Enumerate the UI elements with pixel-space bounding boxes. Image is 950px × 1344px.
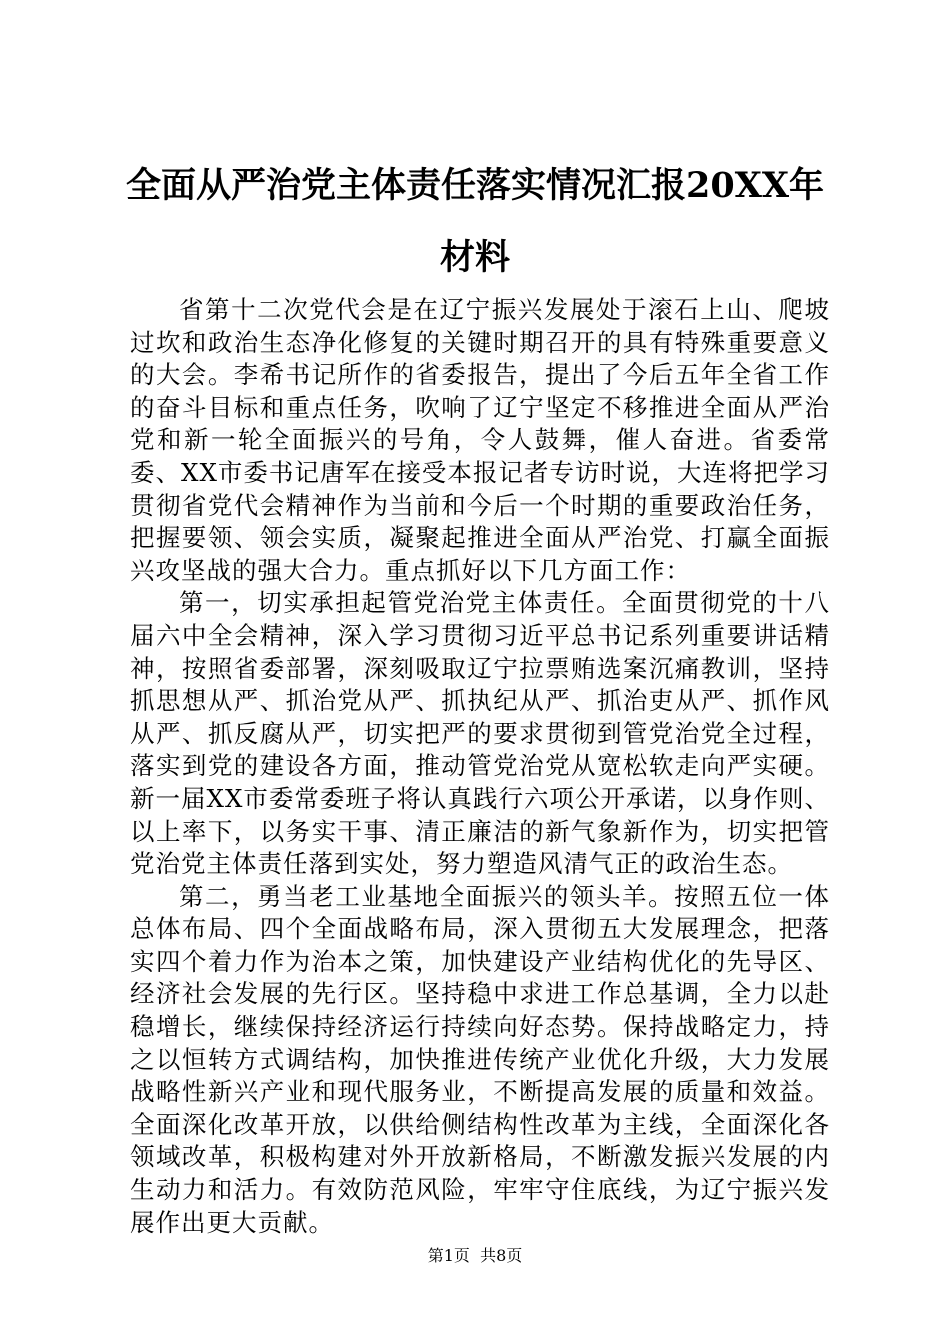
paragraph-first-point: 第一，切实承担起管党治党主体责任。全面贯彻党的十八届六中全会精神，深入学习贯彻习近平总书记系列重要讲话精神，按照省委部署，深刻吸取辽宁拉票贿选案沉痛教训，坚持抓思想从严、抓治党从严、抓执纪从严、抓治吏从严、抓作风从严、抓反腐从严，切实把严的要求贯彻到管党治党全过程，落实到党的建设各方面，推动管党治党从宽松软走向严实硬。新一届XX市委常委班子将认真践行六项公开承诺，以身作则、以上率下，以务实干事、清正廉洁的新气象新作为，切实把管党治党主体责任落到实处，努力塑造风清气正的政治生态。 [130,588,830,879]
document-title: 全面从严治党主体责任落实情况汇报20XX年材料 [125,165,825,278]
page-footer [0,1245,950,1267]
paragraph-intro: 省第十二次党代会是在辽宁振兴发展处于滚石上山、爬坡过坎和政治生态净化修复的关键时期召开的具有特殊重要意义的大会。李希书记所作的省委报告，提出了今后五年全省工作的奋斗目标和重点任务，吹响了辽宁坚定不移推进全面从严治党和新一轮全面振兴的号角，令人鼓舞，催人奋进。省委常委、XX市委书记唐军在接受本报记者专访时说，大连将把学习贯彻省党代会精神作为当前和今后一个时期的重要政治任务，把握要领、领会实质，凝聚起推进全面从严治党、打赢全面振兴攻坚战的强大合力。重点抓好以下几方面工作： [130,295,830,585]
page-number-label: 第1页 共8页 [427,1246,523,1265]
paragraph-second-point: 第二，勇当老工业基地全面振兴的领头羊。按照五位一体总体布局、四个全面战略布局，深入贯彻五大发展理念，把落实四个着力作为治本之策，加快建设产业结构优化的先导区、经济社会发展的先行区。坚持稳中求进工作总基调，全力以赴稳增长，继续保持经济运行持续向好态势。保持战略定力，持之以恒转方式调结构，加快推进传统产业优化升级，大力发展战略性新兴产业和现代服务业，不断提高发展的质量和效益。全面深化改革开放，以供给侧结构性改革为主线，全面深化各领域改革，积极构建对外开放新格局，不断激发振兴发展的内生动力和活力。有效防范风险，牢牢守住底线，为辽宁振兴发展作出更大贡献。 [130,881,830,1237]
document-body [130,294,830,1239]
